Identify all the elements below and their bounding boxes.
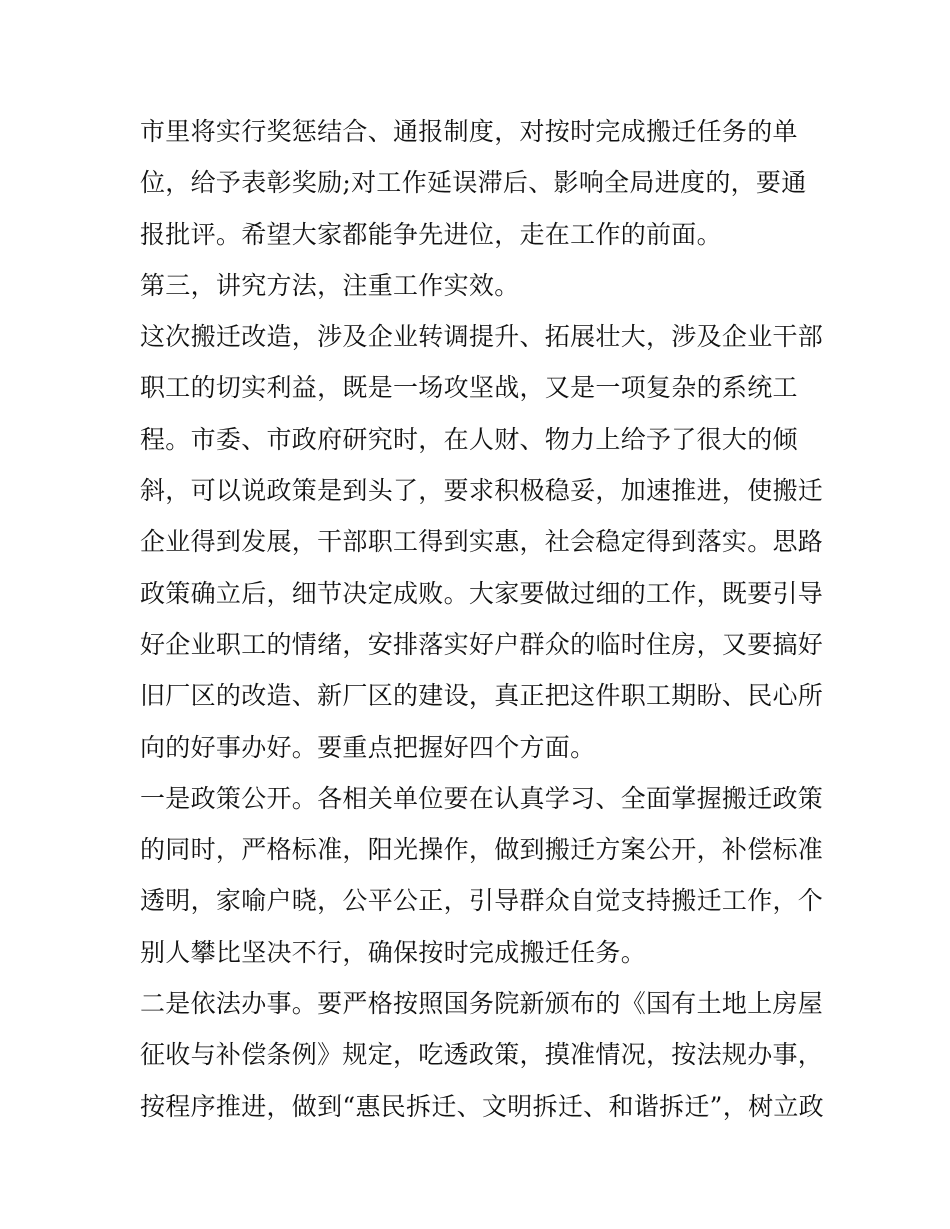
- text-line: 旧厂区的改造、新厂区的建设，真正把这件职工期盼、民心所: [140, 681, 824, 711]
- section-heading: 第三，讲究方法，注重工作实效。: [140, 270, 520, 300]
- text-line: 透明，家喻户晓，公平公正，引导群众自觉支持搬迁工作，个: [140, 886, 824, 916]
- text-line: 这次搬迁改造，涉及企业转调提升、拓展壮大，涉及企业干部: [140, 322, 824, 352]
- text-line: 政策确立后，细节决定成败。大家要做过细的工作，既要引导: [140, 578, 824, 608]
- text-line: 企业得到发展，干部职工得到实惠，社会稳定得到落实。思路: [140, 527, 824, 557]
- text-line: 别人攀比坚决不行，确保按时完成搬迁任务。: [140, 937, 647, 967]
- text-line: 二是依法办事。要严格按照国务院新颁布的《国有土地上房屋: [140, 989, 824, 1019]
- text-line: 位，给予表彰奖励;对工作延误滞后、影响全局进度的，要通: [140, 168, 807, 198]
- text-line: 征收与补偿条例》规定，吃透政策，摸准情况，按法规办事，: [140, 1040, 824, 1070]
- text-line: 好企业职工的情绪，安排落实好户群众的临时住房，又要搞好: [140, 629, 824, 659]
- text-line: 向的好事办好。要重点把握好四个方面。: [140, 732, 596, 762]
- text-line: 一是政策公开。各相关单位要在认真学习、全面掌握搬迁政策: [140, 783, 824, 813]
- text-line: 程。市委、市政府研究时，在人财、物力上给予了很大的倾: [140, 424, 798, 454]
- text-line: 市里将实行奖惩结合、通报制度，对按时完成搬迁任务的单: [140, 117, 798, 146]
- document-body: [140, 106, 824, 1132]
- text-line: 职工的切实利益，既是一场攻坚战，又是一项复杂的系统工: [140, 373, 798, 403]
- text-line: 斜，可以说政策是到头了，要求积极稳妥，加速推进，使搬迁: [140, 476, 824, 506]
- text-line: 报批评。希望大家都能争先进位，走在工作的前面。: [140, 219, 722, 249]
- text-line: 按程序推进，做到“惠民拆迁、文明拆迁、和谐拆迁”，树立政: [140, 1091, 824, 1121]
- text-line: 的同时，严格标准，阳光操作，做到搬迁方案公开，补偿标准: [140, 835, 824, 865]
